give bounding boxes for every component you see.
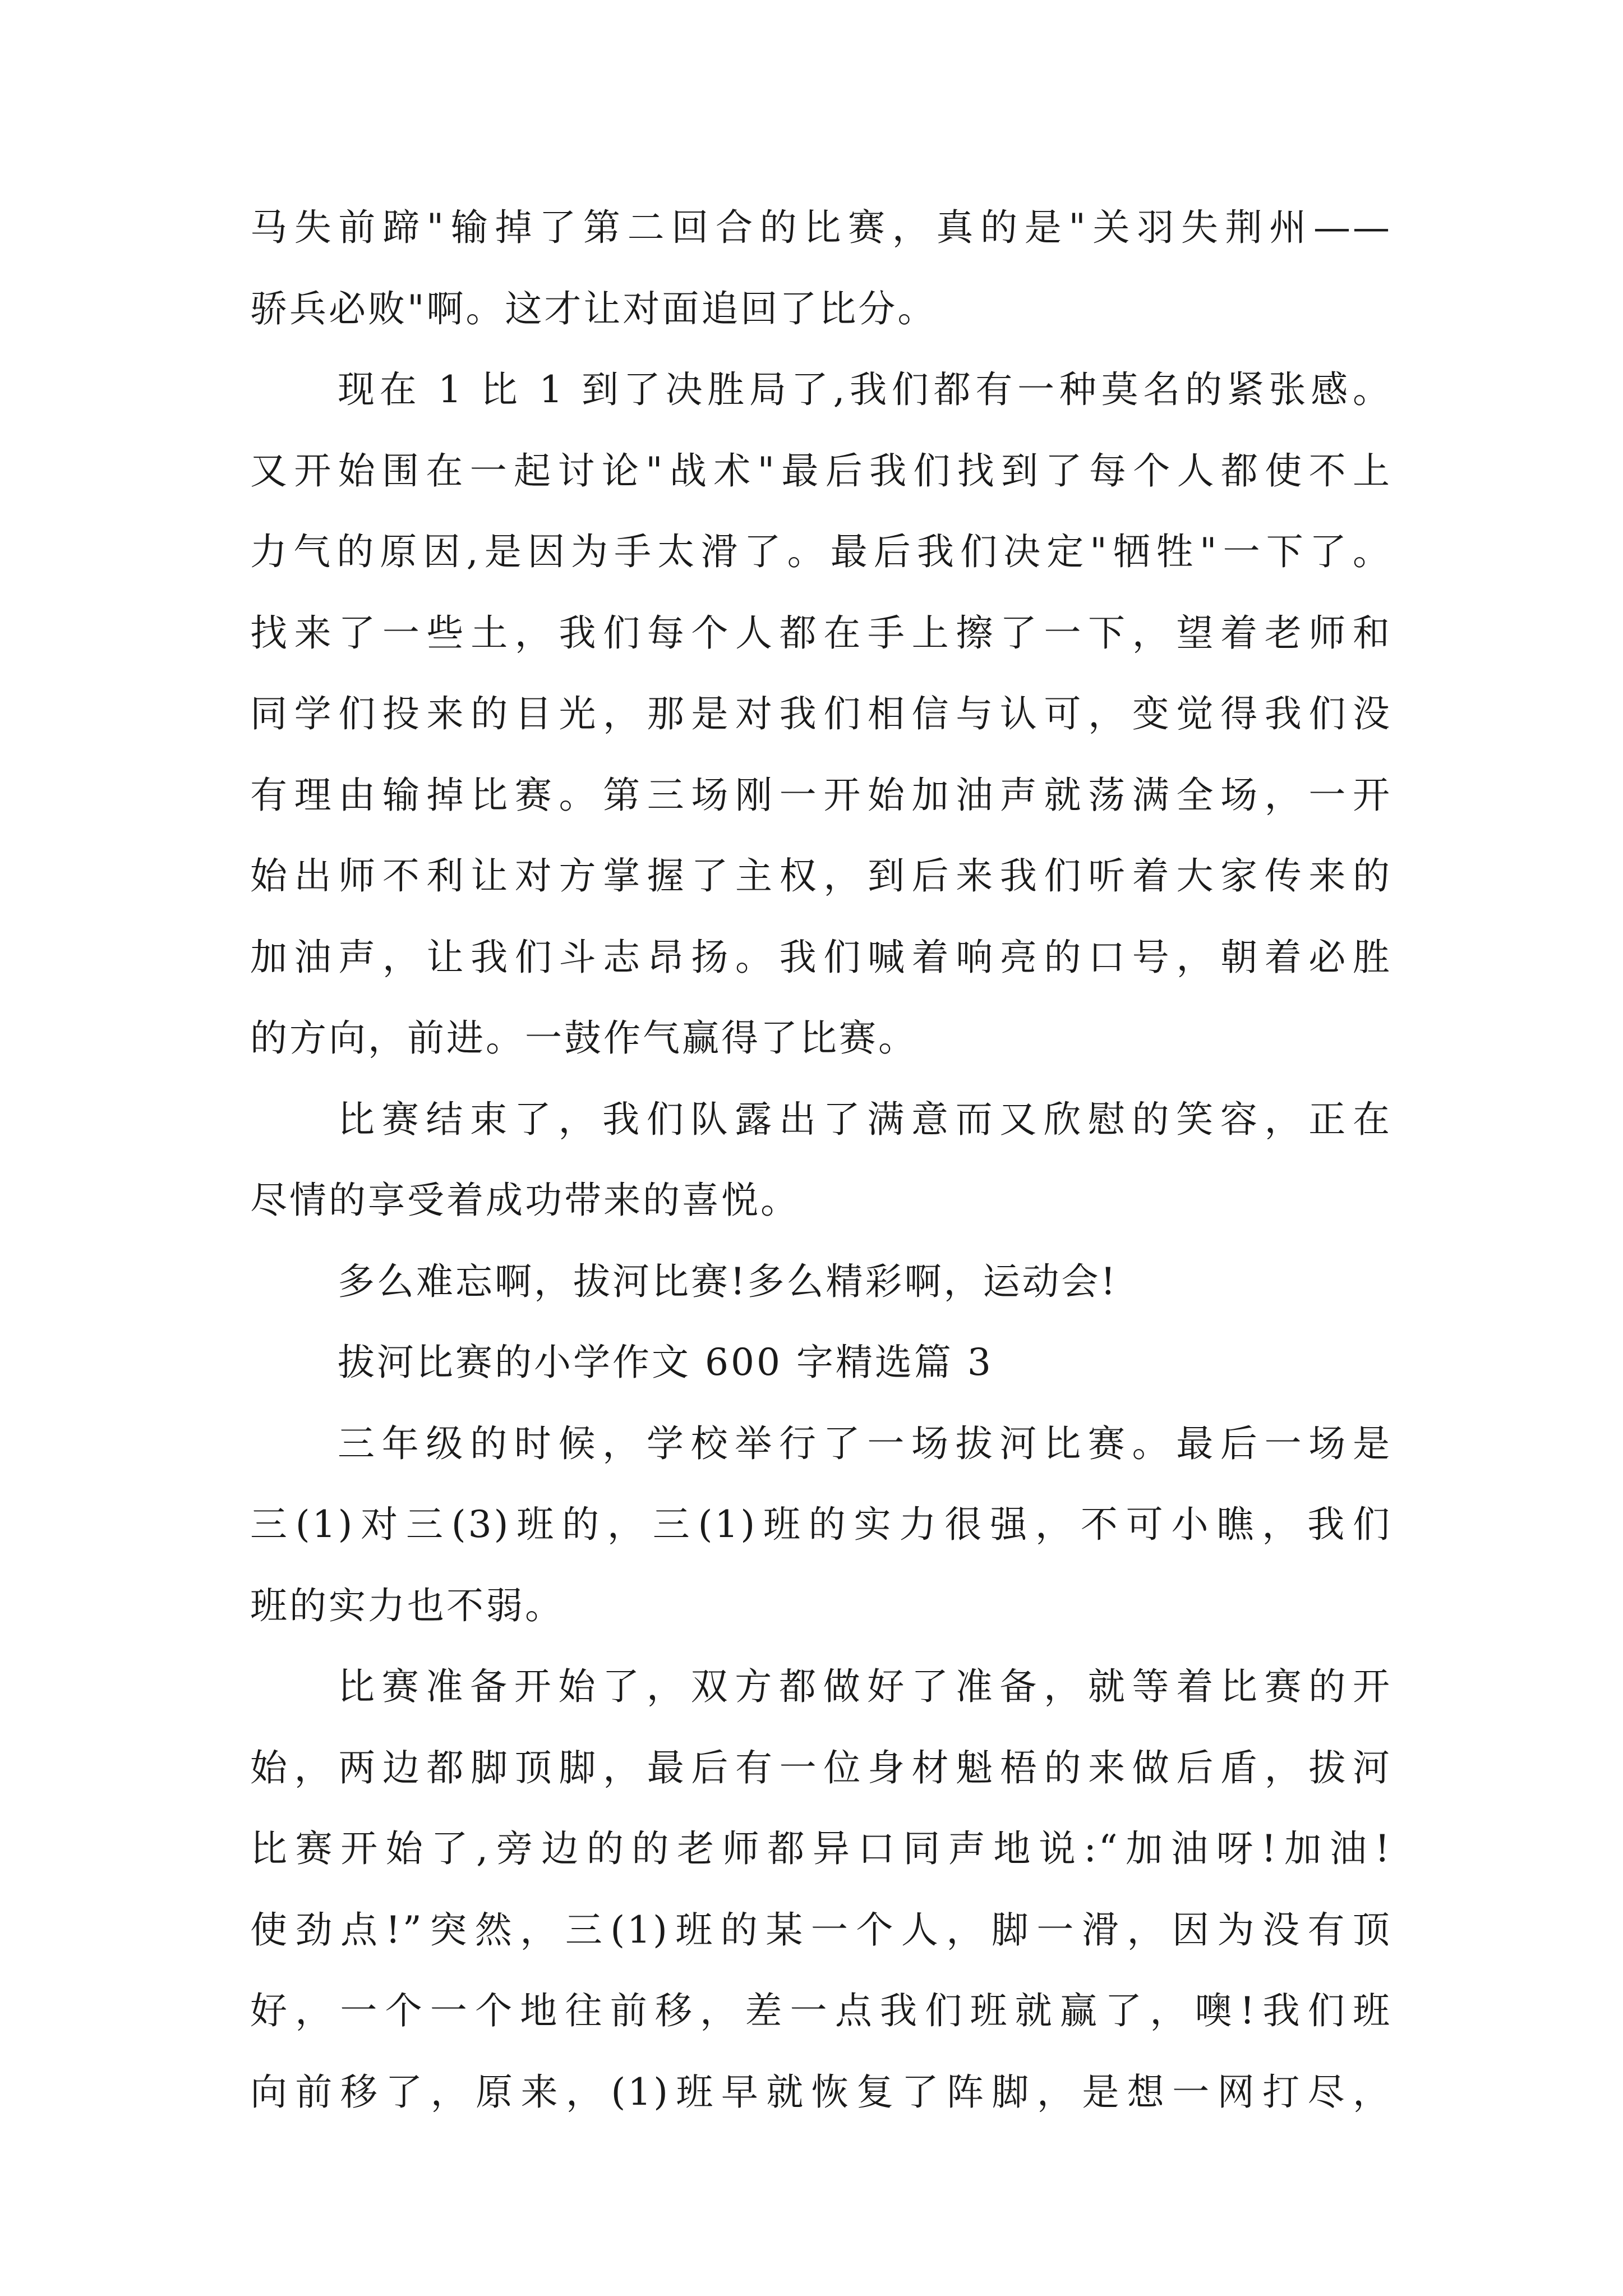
text-line: 骄兵必败"啊。这才让对面追回了比分。 — [250, 287, 937, 330]
text-line: 又开始围在一起讨论"战术"最后我们找到了每个人都使不上 — [250, 449, 1392, 493]
text-line: 的方向，前进。一鼓作气赢得了比赛。 — [250, 1016, 917, 1060]
text-line: 比赛开始了,旁边的的老师都异口同声地说:“加油呀!加油! — [250, 1827, 1392, 1870]
text-line: 班的实力也不弱。 — [250, 1584, 564, 1627]
text-line: 马失前蹄"输掉了第二回合的比赛，真的是"关羽失荆州—— — [250, 206, 1392, 249]
text-line: 三(1)对三(3)班的，三(1)班的实力很强，不可小瞧，我们 — [250, 1503, 1392, 1546]
text-line: 尽情的享受着成功带来的喜悦。 — [250, 1179, 800, 1222]
text-line: 多么难忘啊，拔河比赛!多么精彩啊，运动会! — [338, 1259, 1118, 1303]
text-line: 力气的原因,是因为手太滑了。最后我们决定"牺牲"一下了。 — [250, 530, 1392, 573]
text-line: 同学们投来的目光，那是对我们相信与认可，变觉得我们没 — [250, 692, 1392, 735]
text-line: 加油声，让我们斗志昂扬。我们喊着响亮的口号，朝着必胜 — [250, 935, 1392, 979]
text-line: 现在 1 比 1 到了决胜局了,我们都有一种莫名的紧张感。 — [338, 368, 1392, 411]
text-line: 有理由输掉比赛。第三场刚一开始加油声就荡满全场，一开 — [250, 773, 1392, 817]
text-line: 始，两边都脚顶脚，最后有一位身材魁梧的来做后盾，拔河 — [250, 1746, 1392, 1789]
text-line: 三年级的时候，学校举行了一场拔河比赛。最后一场是 — [338, 1421, 1392, 1465]
text-line: 拔河比赛的小学作文 600 字精选篇 3 — [338, 1341, 993, 1384]
text-line: 比赛结束了，我们队露出了满意而又欣慰的笑容，正在 — [338, 1097, 1392, 1141]
text-line: 比赛准备开始了，双方都做好了准备，就等着比赛的开 — [338, 1665, 1392, 1708]
text-line: 好，一个一个地往前移，差一点我们班就赢了，噢!我们班 — [250, 1989, 1392, 2032]
text-line: 始出师不利让对方掌握了主权，到后来我们听着大家传来的 — [250, 854, 1392, 898]
text-line: 使劲点!”突然，三(1)班的某一个人，脚一滑，因为没有顶 — [250, 1908, 1392, 1952]
text-line: 向前移了，原来，(1)班早就恢复了阵脚，是想一网打尽， — [250, 2070, 1392, 2114]
text-line: 找来了一些土，我们每个人都在手上擦了一下，望着老师和 — [250, 611, 1392, 655]
document-body — [250, 187, 1392, 2133]
